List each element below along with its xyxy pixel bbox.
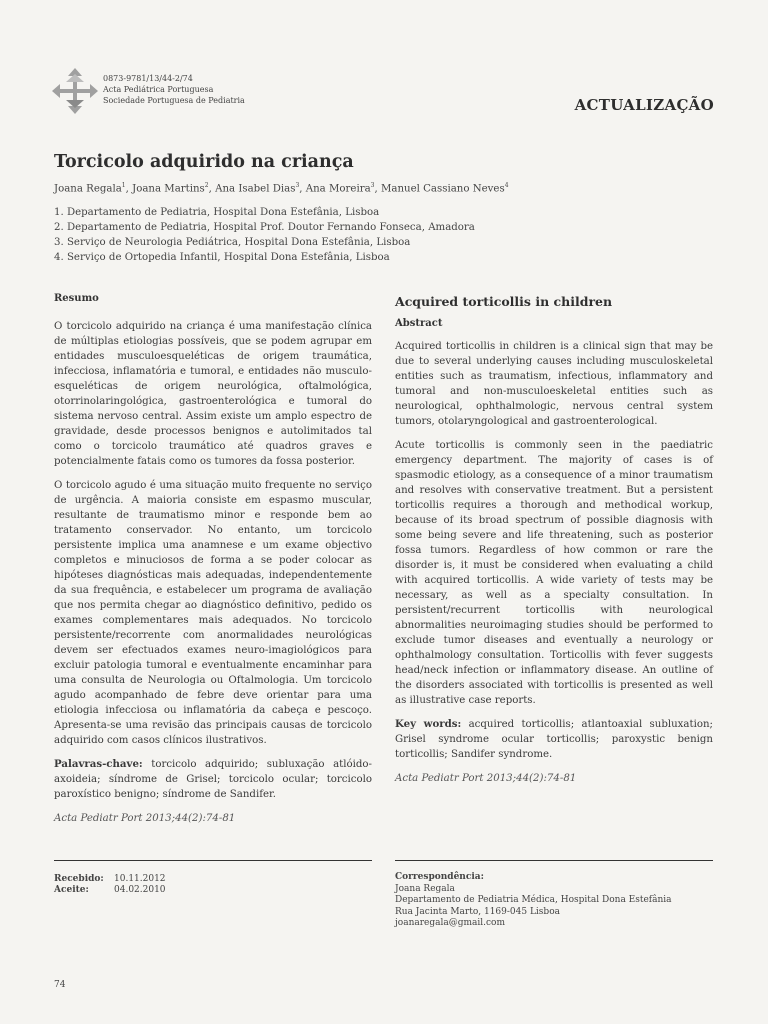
- correspondence-name: Joana Regala: [395, 883, 455, 894]
- article-title: Torcicolo adquirido na criança: [54, 152, 354, 172]
- author-name: Ana Isabel Dias: [215, 183, 296, 195]
- journal-header: [103, 73, 245, 106]
- correspondence-email[interactable]: joanaregala@gmail.com: [395, 918, 506, 928]
- keywords-label: Key words:: [395, 718, 462, 730]
- citation: Acta Pediatr Port 2013;44(2):74-81: [395, 773, 577, 784]
- abstract-paragraph: Acute torticollis is commonly seen in the paediatric emergency department. The majority of cases is of spasmodic etiology, as a consequence of a minor traumatism and resolves with conservative treatment. But a persistent torticollis requires a thorough and methodical workup, because of its broad spectrum of possible diagnosis with some being severe and life threatening, such as posterior fossa tumors. Regardless of how common or rare the disorder is, it must be considered when evaluating a child with acquired torticollis. A wide variety of tests may be necessary, as well as a specialty consultation. In persistent/recurrent torticollis with neurological abnormalities neuroimaging studies should be performed to exclude tumor diseases and eventually a neurology or ophthalmology consultation. Torticollis with fever suggests head/neck infection or inflammatory disease. An outline of the disorders associated with torticollis is presented as well as illustrative case reports.: [395, 440, 713, 706]
- abstract-heading: Abstract: [395, 318, 443, 329]
- affiliation-list: [54, 205, 475, 265]
- abstract-column: [395, 339, 713, 795]
- abstract-paragraph: Acquired torticollis in children is a clinical sign that may be due to several underlying causes including musculoskeletal entities such as traumatism, infectious, inflammatory and tumoral and non-musculoeskeletal entities such as neurological, ophthalmologic, nervous central system tumors, otolaryngological and gastroenterological.: [395, 341, 713, 427]
- author-affil-ref: 2: [204, 182, 209, 189]
- accepted-date: 04.02.2010: [114, 885, 166, 895]
- author-affil-ref: 3: [370, 182, 375, 189]
- journal-name: Acta Pediátrica Portuguesa: [103, 85, 214, 94]
- correspondence-dept: Departamento de Pediatria Médica, Hospital Dona Estefânia: [395, 895, 672, 905]
- footer-divider: [54, 860, 372, 861]
- correspondence-label: Correspondência:: [395, 872, 484, 882]
- resumo-column: [54, 319, 372, 835]
- affiliation: 3. Serviço de Neurologia Pediátrica, Hospital Dona Estefânia, Lisboa: [54, 237, 411, 248]
- received-label: Recebido:: [54, 874, 104, 884]
- dates-block: [54, 874, 166, 896]
- author-affil-ref: 4: [504, 182, 509, 189]
- keywords-pt: [54, 757, 372, 802]
- keywords-text: torcicolo adquirido; subluxação atlóido-axoideia; síndrome de Grisel; torcicolo ocular; torcicolo paroxístico benigno; síndrome de Sandifer.: [54, 759, 372, 800]
- resumo-paragraph: O torcicolo agudo é uma situação muito frequente no serviço de urgência. A maioria consiste em espasmo muscular, resultante de traumatismo minor e responde bem ao tratamento conservador. No entanto, um torcicolo persistente implica uma anamnese e um exame objectivo completos e minuciosos de forma a se poder colocar as hipóteses diagnósticas mais adequadas, independentemente da sua frequência, e estabelecer um programa de avaliação que nos permita chegar ao diagnóstico definitivo, pedido os exames complementares mais adequados. No torcicolo persistente/recorrente com anormalidades neurológicas devem ser efectuados exames neuro-imagiológicos para excluir patologia tumoral e eventualmente encaminhar para uma consulta de Neurologia ou Oftalmologia. Um torcicolo agudo acompanhado de febre deve orientar para uma etiologia infecciosa ou inflamatória da cabeça e pescoço. Apresenta-se uma revisão das principais causas de torcicolo adquirido com casos clínicos ilustrativos.: [54, 480, 372, 746]
- affiliation: 4. Serviço de Ortopedia Infantil, Hospital Dona Estefânia, Lisboa: [54, 252, 390, 263]
- author-list: Joana Regala$^1$, Joana Martins$^2$, Ana Isabel Dias$^3$, Ana Moreira$^3$, Manuel Cassiano Neves$^4$: [54, 182, 509, 195]
- resumo-paragraph: O torcicolo adquirido na criança é uma manifestação clínica de múltiplas etiologias possíveis, que se podem agrupar em entidades musculoesqueléticas de origem traumática, infecciosa, inflamatória e tumoral, e entidades não musculo-esqueléticas de origem neurológica, oftalmológica, otorrinolaringológica, gastroenterológica e tumoral do sistema nervoso central. Assim existe um amplo espectro de gravidade, desde processos benignos e autolimitados tal como o torcicolo traumático até quadros graves e potencialmente fatais como os tumores da fossa posterior.: [54, 321, 372, 467]
- author-name: Manuel Cassiano Neves: [380, 183, 505, 195]
- keywords-en: [395, 717, 713, 762]
- accepted-label: Aceite:: [54, 885, 89, 895]
- received-date: 10.11.2012: [114, 874, 166, 884]
- section-label: ACTUALIZAÇÃO: [574, 96, 714, 114]
- resumo-heading: Resumo: [54, 293, 99, 304]
- keywords-label: Palavras-chave:: [54, 758, 143, 770]
- issn: 0873-9781/13/44-2/74: [103, 74, 193, 83]
- affiliation: 1. Departamento de Pediatria, Hospital Dona Estefânia, Lisboa: [54, 207, 380, 218]
- keywords-text: acquired torticollis; atlantoaxial subluxation; Grisel syndrome ocular torticollis; paroxystic benign torticollis; Sandifer syndrome.: [395, 719, 713, 760]
- correspondence-block: [395, 872, 672, 930]
- footer-divider: [395, 860, 713, 861]
- author-affil-ref: 1: [121, 182, 126, 189]
- affiliation: 2. Departamento de Pediatria, Hospital Prof. Doutor Fernando Fonseca, Amadora: [54, 222, 475, 233]
- author-affil-ref: 3: [295, 182, 300, 189]
- author-name: Joana Martins: [132, 183, 205, 195]
- page-number: 74: [54, 980, 66, 990]
- journal-logo-icon: [52, 68, 98, 114]
- society-name: Sociedade Portuguesa de Pediatria: [103, 96, 245, 105]
- correspondence-address: Rua Jacinta Marto, 1169-045 Lisboa: [395, 906, 560, 917]
- english-title: Acquired torticollis in children: [395, 294, 613, 309]
- author-name: Ana Moreira: [305, 183, 371, 195]
- author-name: Joana Regala: [54, 183, 122, 195]
- citation: Acta Pediatr Port 2013;44(2):74-81: [54, 813, 236, 824]
